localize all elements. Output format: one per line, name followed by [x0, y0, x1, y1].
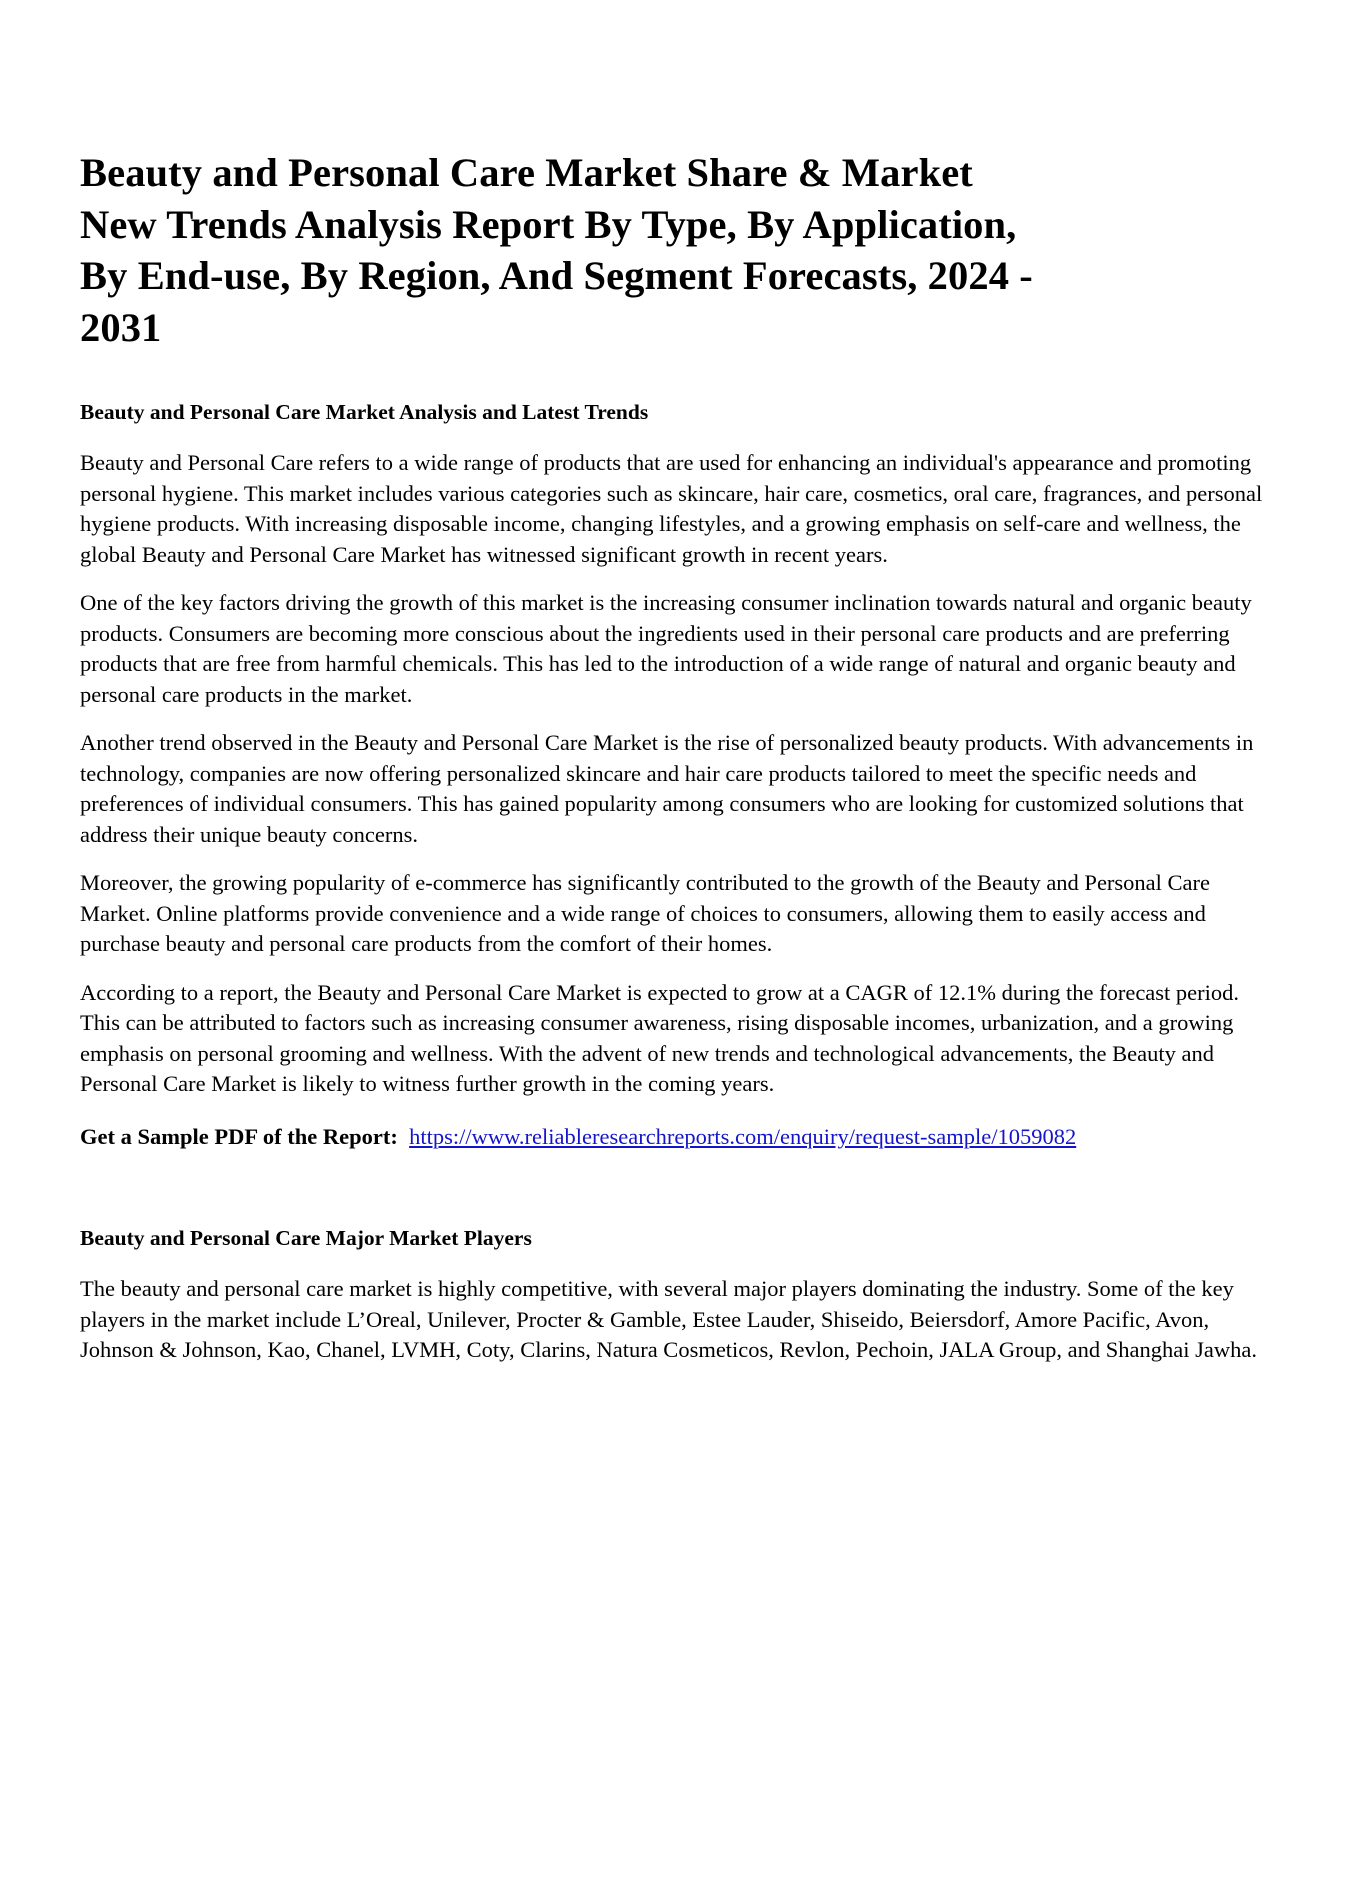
request-sample-link[interactable]: https://www.reliableresearchreports.com/enquiry/request-sample/1059082 [409, 1123, 1077, 1149]
spacer [80, 570, 1266, 588]
spacer [80, 850, 1266, 868]
document-content [80, 147, 1266, 1366]
section-heading-major-players: Beauty and Personal Care Major Market Players [80, 1226, 532, 1250]
spacer [80, 1100, 1266, 1122]
page-title: Beauty and Personal Care Market Share & Market New Trends Analysis Report By Type, By Application, By End-use, By Region, And Segment Forecasts, 2024 - 2031 [80, 150, 1033, 350]
spacer [80, 960, 1266, 978]
spacer [80, 426, 1266, 448]
paragraph-overview: Beauty and Personal Care refers to a wide range of products that are used for enhancing an individual's appearance and promoting personal hygiene. This market includes various categories such as skincare, hair care, cosmetics, oral care, fragrances, and personal hygiene products. With increasing disposable income, changing lifestyles, and a growing emphasis on self-care and wellness, the global Beauty and Personal Care Market has witnessed significant growth in recent years. [80, 450, 1263, 567]
paragraph-major-players: The beauty and personal care market is highly competitive, with several major players dominating the industry. Some of the key players in the market include L’Oreal, Unilever, Procter & Gamble, Estee Lauder, Shiseido, Beiersdorf, Amore Pacific, Avon, Johnson & Johnson, Kao, Chanel, LVMH, Coty, Clarins, Natura Cosmeticos, Revlon, Pechoin, JALA Group, and Shanghai Jawha. [80, 1276, 1257, 1362]
paragraph-personalized-beauty: Another trend observed in the Beauty and Personal Care Market is the rise of personalized beauty products. With advancements in technology, companies are now offering personalized skincare and hair care products tailored to meet the specific needs and preferences of individual consumers. This has gained popularity among consumers who are looking for customized solutions that address their unique beauty concerns. [80, 730, 1254, 847]
spacer [80, 1152, 1266, 1225]
section-heading-analysis-trends: Beauty and Personal Care Market Analysis and Latest Trends [80, 400, 649, 424]
paragraph-ecommerce: Moreover, the growing popularity of e-commerce has significantly contributed to the growth of the Beauty and Personal Care Market. Online platforms provide convenience and a wide range of choices to consumers, allowing them to easily access and purchase beauty and personal care products from the comfort of their homes. [80, 870, 1211, 956]
sample-pdf-line [80, 1122, 1266, 1153]
paragraph-cagr-forecast: According to a report, the Beauty and Personal Care Market is expected to grow at a CAGR of 12.1% during the forecast period. This can be attributed to factors such as increasing consumer awareness, rising disposable incomes, urbanization, and a growing emphasis on personal grooming and wellness. With the advent of new trends and technological advancements, the Beauty and Personal Care Market is likely to witness further growth in the coming years. [80, 979, 1240, 1096]
sample-pdf-label: Get a Sample PDF of the Report: [80, 1123, 398, 1149]
spacer [80, 353, 1266, 399]
spacer [80, 1252, 1266, 1274]
spacer [80, 710, 1266, 728]
paragraph-natural-organic: One of the key factors driving the growth of this market is the increasing consumer inclination towards natural and organic beauty products. Consumers are becoming more conscious about the ingredients used in their personal care products and are preferring products that are free from harmful chemicals. This has led to the introduction of a wide range of natural and organic beauty and personal care products in the market. [80, 590, 1252, 707]
